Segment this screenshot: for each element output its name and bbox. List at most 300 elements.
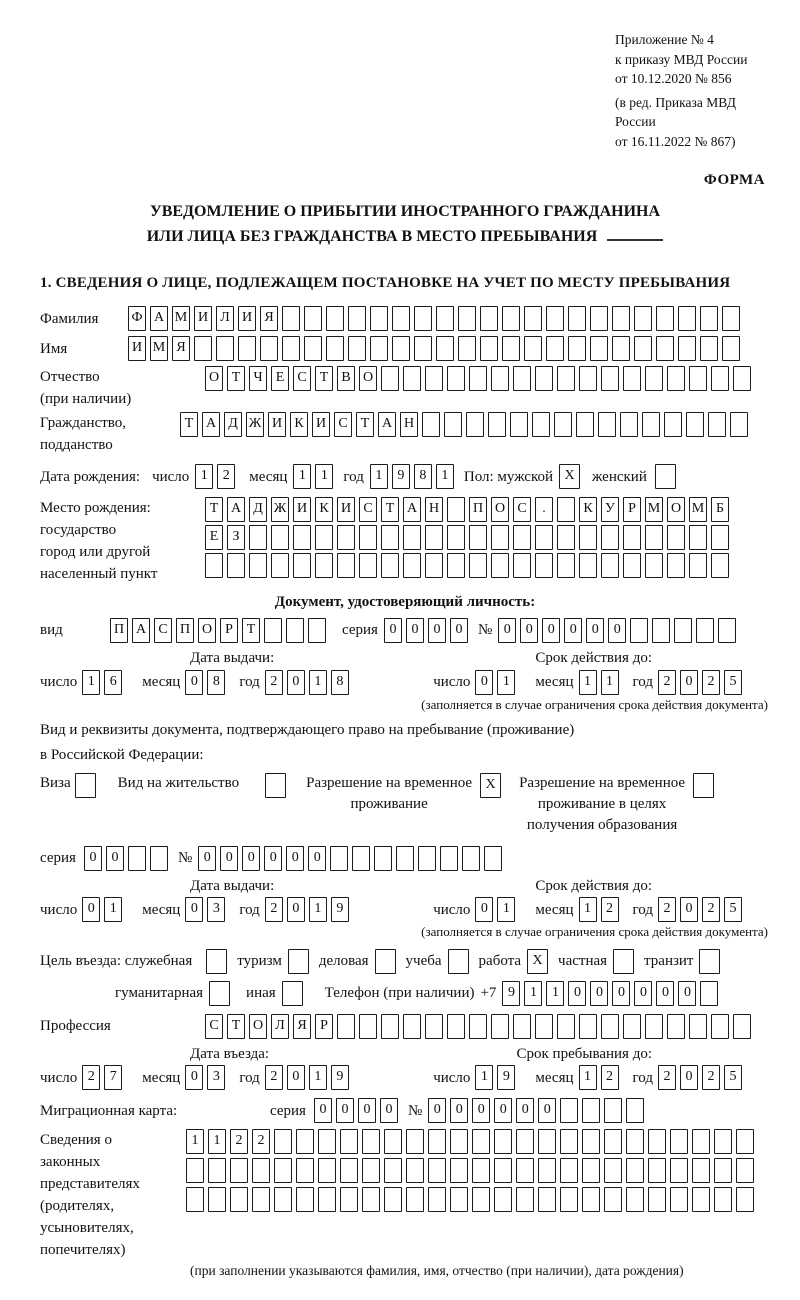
form-cell[interactable] — [623, 366, 641, 391]
form-cell[interactable]: 8 — [331, 670, 349, 695]
form-cell[interactable] — [696, 618, 714, 643]
form-cell[interactable] — [208, 1158, 226, 1183]
form-cell[interactable]: 0 — [428, 618, 446, 643]
form-cell[interactable] — [230, 1187, 248, 1212]
form-cell[interactable]: 0 — [220, 846, 238, 871]
form-cell[interactable]: Т — [205, 497, 223, 522]
form-cell[interactable]: И — [337, 497, 355, 522]
form-cell[interactable]: 5 — [724, 1065, 742, 1090]
form-cell[interactable]: 1 — [82, 670, 100, 695]
form-cell[interactable]: А — [227, 497, 245, 522]
form-cell[interactable] — [186, 1187, 204, 1212]
form-cell[interactable]: 0 — [384, 618, 402, 643]
form-cell[interactable]: И — [238, 306, 256, 331]
form-cell[interactable] — [711, 1014, 729, 1039]
form-cell[interactable]: Ф — [128, 306, 146, 331]
form-cell[interactable] — [733, 366, 751, 391]
form-cell[interactable] — [472, 1158, 490, 1183]
form-cell[interactable] — [469, 553, 487, 578]
form-cell[interactable]: П — [176, 618, 194, 643]
form-cell[interactable]: 0 — [286, 846, 304, 871]
form-cell[interactable] — [252, 1158, 270, 1183]
form-cell[interactable] — [626, 1098, 644, 1123]
form-cell[interactable] — [326, 306, 344, 331]
form-cell[interactable] — [670, 1187, 688, 1212]
form-cell[interactable] — [381, 1014, 399, 1039]
form-cell[interactable] — [634, 306, 652, 331]
form-cell[interactable] — [340, 1187, 358, 1212]
form-cell[interactable] — [645, 553, 663, 578]
form-cell[interactable] — [282, 306, 300, 331]
form-cell[interactable] — [560, 1158, 578, 1183]
form-cell[interactable]: 0 — [586, 618, 604, 643]
form-cell[interactable] — [418, 846, 436, 871]
form-cell[interactable]: В — [337, 366, 355, 391]
form-cell[interactable] — [318, 1158, 336, 1183]
form-cell[interactable] — [249, 525, 267, 550]
form-cell[interactable]: И — [312, 412, 330, 437]
form-cell[interactable] — [626, 1129, 644, 1154]
form-cell[interactable] — [648, 1158, 666, 1183]
form-cell[interactable]: 0 — [538, 1098, 556, 1123]
form-cell[interactable] — [736, 1158, 754, 1183]
form-cell[interactable]: 2 — [265, 670, 283, 695]
form-cell[interactable] — [362, 1158, 380, 1183]
form-cell[interactable]: 2 — [702, 897, 720, 922]
form-cell[interactable] — [308, 618, 326, 643]
form-cell[interactable] — [582, 1187, 600, 1212]
form-cell[interactable]: 2 — [702, 670, 720, 695]
form-cell[interactable] — [318, 1129, 336, 1154]
form-cell[interactable] — [626, 1158, 644, 1183]
form-cell[interactable]: С — [334, 412, 352, 437]
form-cell[interactable] — [370, 336, 388, 361]
form-cell[interactable] — [579, 553, 597, 578]
form-cell[interactable] — [447, 1014, 465, 1039]
form-cell[interactable] — [604, 1187, 622, 1212]
form-cell[interactable]: 0 — [185, 897, 203, 922]
form-cell[interactable] — [535, 553, 553, 578]
form-cell[interactable] — [362, 1187, 380, 1212]
form-cell[interactable] — [604, 1158, 622, 1183]
form-cell[interactable]: . — [535, 497, 553, 522]
form-cell[interactable] — [612, 306, 630, 331]
form-cell[interactable] — [403, 1014, 421, 1039]
form-cell[interactable]: 1 — [579, 897, 597, 922]
form-cell[interactable] — [623, 1014, 641, 1039]
form-cell[interactable] — [560, 1129, 578, 1154]
form-cell[interactable] — [330, 846, 348, 871]
form-cell[interactable] — [491, 553, 509, 578]
form-cell[interactable]: 8 — [414, 464, 432, 489]
form-cell[interactable] — [560, 1098, 578, 1123]
form-cell[interactable]: С — [359, 497, 377, 522]
form-cell[interactable]: 1 — [524, 981, 542, 1006]
form-cell[interactable] — [708, 412, 726, 437]
form-cell[interactable] — [667, 525, 685, 550]
form-cell[interactable] — [538, 1187, 556, 1212]
form-cell[interactable]: Е — [271, 366, 289, 391]
form-cell[interactable]: И — [128, 336, 146, 361]
form-cell[interactable] — [718, 618, 736, 643]
form-cell[interactable] — [678, 336, 696, 361]
form-cell[interactable]: М — [689, 497, 707, 522]
form-cell[interactable] — [700, 981, 718, 1006]
form-cell[interactable]: 1 — [436, 464, 454, 489]
form-cell[interactable] — [252, 1187, 270, 1212]
form-cell[interactable]: С — [513, 497, 531, 522]
option-visa-checkbox[interactable] — [75, 773, 96, 798]
form-cell[interactable] — [535, 366, 553, 391]
form-cell[interactable] — [722, 336, 740, 361]
form-cell[interactable]: Т — [356, 412, 374, 437]
form-cell[interactable] — [359, 525, 377, 550]
form-cell[interactable]: 0 — [358, 1098, 376, 1123]
gender-female-checkbox[interactable] — [655, 464, 676, 489]
form-cell[interactable] — [554, 412, 572, 437]
form-cell[interactable] — [406, 1129, 424, 1154]
form-cell[interactable] — [604, 1098, 622, 1123]
form-cell[interactable]: 0 — [656, 981, 674, 1006]
form-cell[interactable] — [315, 525, 333, 550]
form-cell[interactable] — [582, 1129, 600, 1154]
form-cell[interactable] — [381, 553, 399, 578]
form-cell[interactable]: П — [110, 618, 128, 643]
form-cell[interactable]: Т — [180, 412, 198, 437]
form-cell[interactable]: 0 — [494, 1098, 512, 1123]
form-cell[interactable]: 9 — [497, 1065, 515, 1090]
form-cell[interactable]: 0 — [82, 897, 100, 922]
form-cell[interactable]: 7 — [104, 1065, 122, 1090]
form-cell[interactable] — [392, 336, 410, 361]
form-cell[interactable] — [315, 553, 333, 578]
form-cell[interactable]: К — [290, 412, 308, 437]
form-cell[interactable] — [274, 1129, 292, 1154]
form-cell[interactable] — [524, 306, 542, 331]
form-cell[interactable] — [469, 1014, 487, 1039]
form-cell[interactable]: 2 — [252, 1129, 270, 1154]
form-cell[interactable] — [414, 336, 432, 361]
form-cell[interactable] — [626, 1187, 644, 1212]
form-cell[interactable] — [128, 846, 146, 871]
purpose-gumanitarnaya-checkbox[interactable] — [209, 981, 230, 1006]
form-cell[interactable] — [733, 1014, 751, 1039]
form-cell[interactable] — [494, 1129, 512, 1154]
form-cell[interactable] — [582, 1098, 600, 1123]
form-cell[interactable] — [620, 412, 638, 437]
form-cell[interactable] — [736, 1129, 754, 1154]
form-cell[interactable]: 0 — [608, 618, 626, 643]
purpose-delovaya-checkbox[interactable] — [375, 949, 396, 974]
form-cell[interactable] — [425, 553, 443, 578]
form-cell[interactable] — [326, 336, 344, 361]
form-cell[interactable] — [348, 306, 366, 331]
form-cell[interactable] — [274, 1187, 292, 1212]
form-cell[interactable]: Р — [315, 1014, 333, 1039]
form-cell[interactable]: Я — [260, 306, 278, 331]
form-cell[interactable]: 0 — [542, 618, 560, 643]
form-cell[interactable] — [535, 525, 553, 550]
form-cell[interactable] — [472, 1187, 490, 1212]
form-cell[interactable] — [670, 1158, 688, 1183]
form-cell[interactable] — [422, 412, 440, 437]
form-cell[interactable]: 2 — [265, 1065, 283, 1090]
form-cell[interactable]: 0 — [287, 1065, 305, 1090]
form-cell[interactable]: А — [132, 618, 150, 643]
form-cell[interactable] — [491, 1014, 509, 1039]
form-cell[interactable] — [374, 846, 392, 871]
form-cell[interactable]: Н — [425, 497, 443, 522]
form-cell[interactable] — [293, 553, 311, 578]
form-cell[interactable]: Д — [224, 412, 242, 437]
form-cell[interactable] — [557, 525, 575, 550]
form-cell[interactable] — [340, 1129, 358, 1154]
form-cell[interactable]: Ж — [271, 497, 289, 522]
form-cell[interactable]: 3 — [207, 897, 225, 922]
form-cell[interactable] — [516, 1129, 534, 1154]
form-cell[interactable]: 0 — [308, 846, 326, 871]
form-cell[interactable] — [612, 336, 630, 361]
form-cell[interactable] — [601, 366, 619, 391]
form-cell[interactable] — [714, 1129, 732, 1154]
form-cell[interactable]: Я — [172, 336, 190, 361]
form-cell[interactable] — [502, 306, 520, 331]
form-cell[interactable]: 0 — [84, 846, 102, 871]
form-cell[interactable] — [450, 1158, 468, 1183]
form-cell[interactable] — [444, 412, 462, 437]
form-cell[interactable]: 2 — [702, 1065, 720, 1090]
form-cell[interactable]: Т — [242, 618, 260, 643]
form-cell[interactable]: И — [268, 412, 286, 437]
form-cell[interactable] — [381, 366, 399, 391]
form-cell[interactable]: 1 — [309, 1065, 327, 1090]
form-cell[interactable] — [450, 1187, 468, 1212]
form-cell[interactable] — [384, 1129, 402, 1154]
form-cell[interactable] — [579, 1014, 597, 1039]
form-cell[interactable]: З — [227, 525, 245, 550]
form-cell[interactable]: 2 — [658, 1065, 676, 1090]
form-cell[interactable] — [670, 1129, 688, 1154]
form-cell[interactable] — [711, 553, 729, 578]
form-cell[interactable]: К — [315, 497, 333, 522]
form-cell[interactable] — [648, 1187, 666, 1212]
form-cell[interactable]: О — [667, 497, 685, 522]
form-cell[interactable]: 0 — [498, 618, 516, 643]
form-cell[interactable]: Т — [381, 497, 399, 522]
form-cell[interactable] — [428, 1187, 446, 1212]
form-cell[interactable] — [692, 1158, 710, 1183]
form-cell[interactable] — [645, 525, 663, 550]
form-cell[interactable]: 0 — [590, 981, 608, 1006]
purpose-inaya-checkbox[interactable] — [282, 981, 303, 1006]
form-cell[interactable]: 0 — [185, 1065, 203, 1090]
form-cell[interactable] — [491, 525, 509, 550]
form-cell[interactable] — [230, 1158, 248, 1183]
form-cell[interactable] — [403, 525, 421, 550]
form-cell[interactable]: 3 — [207, 1065, 225, 1090]
form-cell[interactable] — [513, 1014, 531, 1039]
form-cell[interactable] — [304, 336, 322, 361]
form-cell[interactable] — [645, 1014, 663, 1039]
form-cell[interactable]: 2 — [658, 670, 676, 695]
form-cell[interactable]: Ч — [249, 366, 267, 391]
form-cell[interactable] — [216, 336, 234, 361]
form-cell[interactable]: 0 — [475, 670, 493, 695]
form-cell[interactable] — [428, 1158, 446, 1183]
form-cell[interactable] — [469, 366, 487, 391]
form-cell[interactable] — [428, 1129, 446, 1154]
form-cell[interactable]: Д — [249, 497, 267, 522]
form-cell[interactable] — [194, 336, 212, 361]
form-cell[interactable] — [645, 366, 663, 391]
form-cell[interactable] — [513, 525, 531, 550]
form-cell[interactable]: У — [601, 497, 619, 522]
form-cell[interactable] — [348, 336, 366, 361]
form-cell[interactable]: 1 — [579, 1065, 597, 1090]
form-cell[interactable] — [274, 1158, 292, 1183]
form-cell[interactable]: 9 — [331, 1065, 349, 1090]
form-cell[interactable]: Я — [293, 1014, 311, 1039]
form-cell[interactable] — [516, 1158, 534, 1183]
form-cell[interactable] — [664, 412, 682, 437]
form-cell[interactable]: 5 — [724, 897, 742, 922]
form-cell[interactable] — [692, 1187, 710, 1212]
form-cell[interactable]: 0 — [680, 897, 698, 922]
form-cell[interactable]: 1 — [601, 670, 619, 695]
form-cell[interactable] — [406, 1158, 424, 1183]
form-cell[interactable]: Т — [227, 366, 245, 391]
form-cell[interactable] — [296, 1158, 314, 1183]
form-cell[interactable] — [296, 1129, 314, 1154]
form-cell[interactable]: М — [645, 497, 663, 522]
form-cell[interactable] — [516, 1187, 534, 1212]
purpose-sluzhebnaya-checkbox[interactable] — [206, 949, 227, 974]
form-cell[interactable]: 6 — [104, 670, 122, 695]
form-cell[interactable] — [667, 366, 685, 391]
form-cell[interactable] — [271, 525, 289, 550]
form-cell[interactable] — [488, 412, 506, 437]
form-cell[interactable] — [352, 846, 370, 871]
form-cell[interactable] — [502, 336, 520, 361]
form-cell[interactable] — [700, 306, 718, 331]
form-cell[interactable] — [568, 336, 586, 361]
form-cell[interactable]: 0 — [678, 981, 696, 1006]
form-cell[interactable]: Л — [216, 306, 234, 331]
form-cell[interactable] — [450, 1129, 468, 1154]
form-cell[interactable]: 0 — [516, 1098, 534, 1123]
form-cell[interactable]: А — [403, 497, 421, 522]
form-cell[interactable] — [648, 1129, 666, 1154]
form-cell[interactable]: 0 — [336, 1098, 354, 1123]
purpose-tranzit-checkbox[interactable] — [699, 949, 720, 974]
form-cell[interactable] — [425, 525, 443, 550]
form-cell[interactable]: 0 — [287, 897, 305, 922]
form-cell[interactable]: 1 — [309, 897, 327, 922]
form-cell[interactable]: Р — [220, 618, 238, 643]
form-cell[interactable] — [403, 366, 421, 391]
form-cell[interactable] — [458, 336, 476, 361]
form-cell[interactable] — [447, 366, 465, 391]
purpose-turizm-checkbox[interactable] — [288, 949, 309, 974]
form-cell[interactable] — [678, 306, 696, 331]
form-cell[interactable]: 1 — [195, 464, 213, 489]
form-cell[interactable]: 0 — [568, 981, 586, 1006]
form-cell[interactable] — [623, 553, 641, 578]
form-cell[interactable] — [484, 846, 502, 871]
form-cell[interactable] — [623, 525, 641, 550]
form-cell[interactable] — [186, 1158, 204, 1183]
form-cell[interactable]: А — [378, 412, 396, 437]
form-cell[interactable] — [590, 336, 608, 361]
form-cell[interactable] — [711, 366, 729, 391]
purpose-chastnaya-checkbox[interactable] — [613, 949, 634, 974]
form-cell[interactable] — [447, 525, 465, 550]
form-cell[interactable]: 0 — [450, 618, 468, 643]
form-cell[interactable] — [667, 1014, 685, 1039]
form-cell[interactable] — [576, 412, 594, 437]
option-residence-permit-checkbox[interactable] — [265, 773, 286, 798]
form-cell[interactable] — [510, 412, 528, 437]
form-cell[interactable] — [692, 1129, 710, 1154]
form-cell[interactable]: М — [150, 336, 168, 361]
form-cell[interactable] — [557, 366, 575, 391]
form-cell[interactable]: А — [150, 306, 168, 331]
form-cell[interactable] — [557, 497, 575, 522]
form-cell[interactable] — [736, 1187, 754, 1212]
form-cell[interactable]: 0 — [380, 1098, 398, 1123]
form-cell[interactable]: Е — [205, 525, 223, 550]
form-cell[interactable]: 9 — [331, 897, 349, 922]
form-cell[interactable] — [264, 618, 282, 643]
form-cell[interactable]: 1 — [186, 1129, 204, 1154]
form-cell[interactable] — [524, 336, 542, 361]
form-cell[interactable] — [392, 306, 410, 331]
form-cell[interactable] — [469, 525, 487, 550]
form-cell[interactable]: 0 — [314, 1098, 332, 1123]
form-cell[interactable] — [601, 553, 619, 578]
purpose-rabota-checkbox[interactable]: X — [527, 949, 548, 974]
form-cell[interactable]: И — [194, 306, 212, 331]
form-cell[interactable] — [557, 1014, 575, 1039]
form-cell[interactable] — [722, 306, 740, 331]
form-cell[interactable]: 9 — [392, 464, 410, 489]
form-cell[interactable]: 0 — [520, 618, 538, 643]
purpose-ucheba-checkbox[interactable] — [448, 949, 469, 974]
form-cell[interactable] — [436, 336, 454, 361]
form-cell[interactable] — [370, 306, 388, 331]
form-cell[interactable] — [494, 1187, 512, 1212]
form-cell[interactable] — [686, 412, 704, 437]
form-cell[interactable]: О — [205, 366, 223, 391]
form-cell[interactable] — [689, 366, 707, 391]
form-cell[interactable]: С — [293, 366, 311, 391]
form-cell[interactable]: О — [491, 497, 509, 522]
form-cell[interactable]: М — [172, 306, 190, 331]
form-cell[interactable]: 1 — [309, 670, 327, 695]
form-cell[interactable]: 1 — [293, 464, 311, 489]
form-cell[interactable]: 2 — [265, 897, 283, 922]
form-cell[interactable] — [436, 306, 454, 331]
form-cell[interactable] — [337, 525, 355, 550]
form-cell[interactable] — [513, 553, 531, 578]
form-cell[interactable]: 1 — [475, 1065, 493, 1090]
form-cell[interactable]: 0 — [198, 846, 216, 871]
form-cell[interactable]: 0 — [106, 846, 124, 871]
form-cell[interactable]: 1 — [497, 670, 515, 695]
form-cell[interactable]: 1 — [104, 897, 122, 922]
form-cell[interactable] — [466, 412, 484, 437]
form-cell[interactable]: 2 — [601, 1065, 619, 1090]
